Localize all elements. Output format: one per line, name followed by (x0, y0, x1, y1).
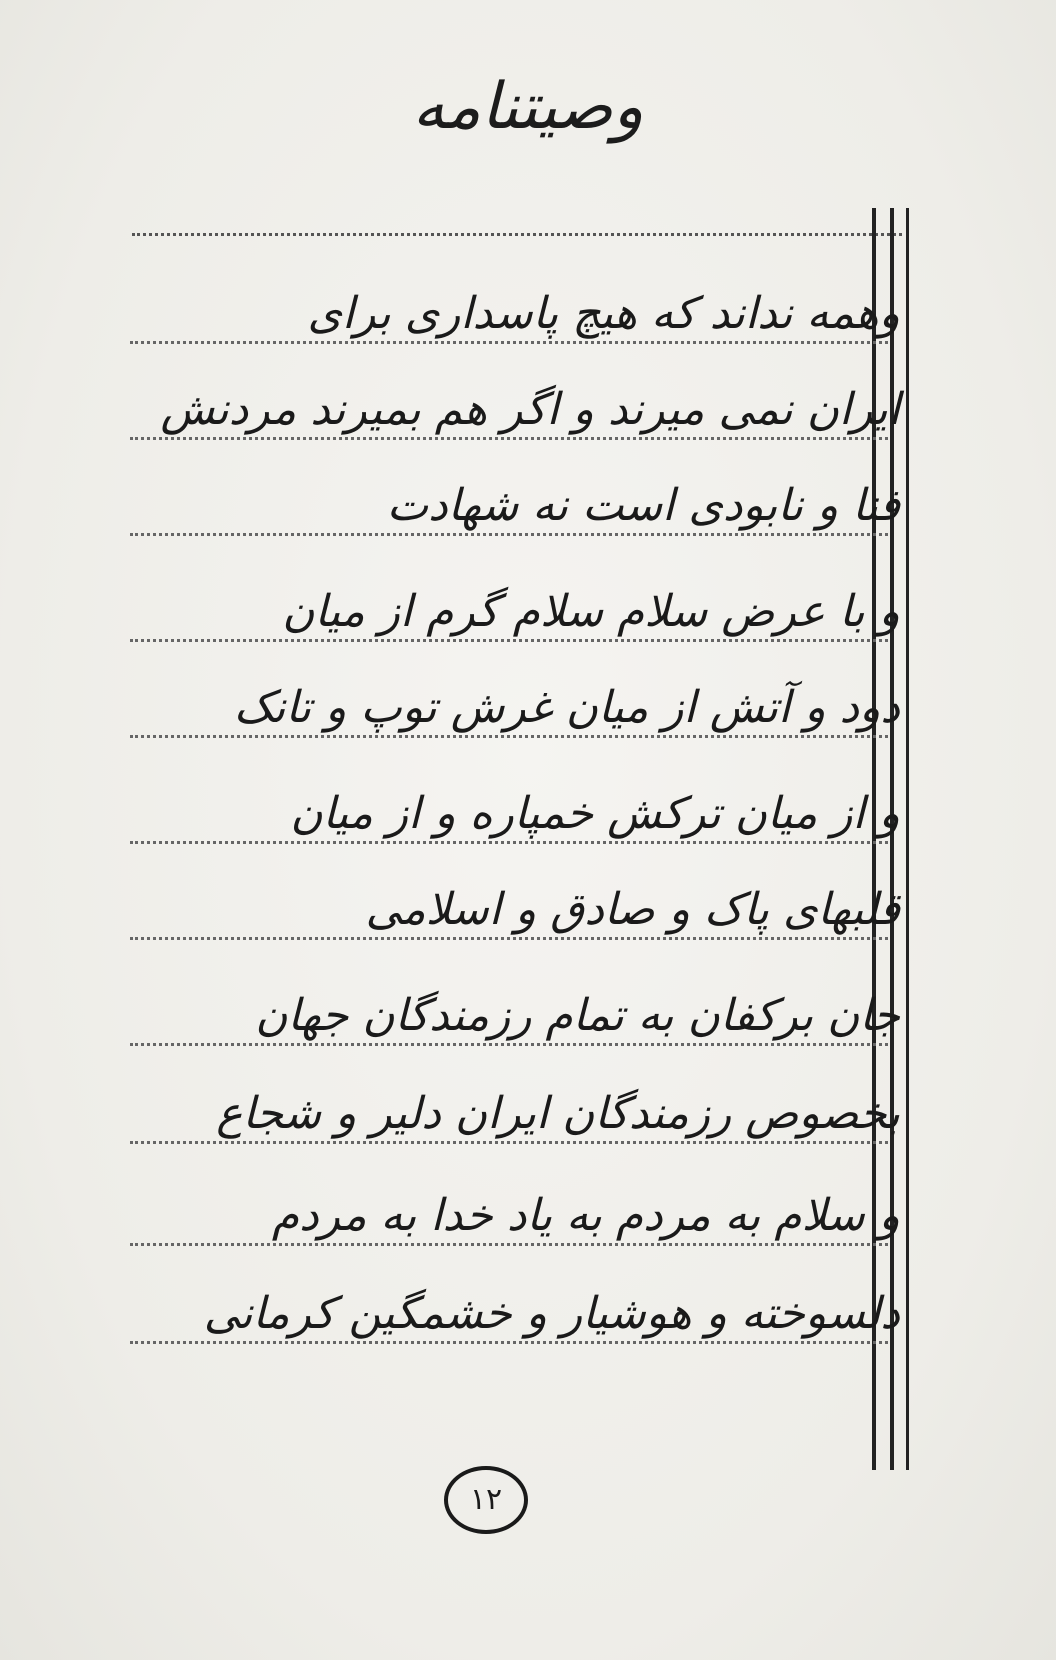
text-line (100, 866, 900, 946)
line-text: دود و آتش از میان غرش توپ و تانک (233, 682, 900, 733)
page-number: ۱۲ (444, 1466, 528, 1534)
text-line (100, 568, 900, 648)
text-line (100, 1172, 900, 1252)
text-line (100, 1270, 900, 1350)
line-text: و با عرض سلام سلام گرم از میان (282, 586, 900, 637)
line-text: دلسوخته و هوشیار و خشمگین کرمانی (203, 1288, 900, 1339)
text-line (100, 270, 900, 350)
line-text: قلبهای پاک و صادق و اسلامی (365, 884, 900, 935)
text-line (100, 1070, 900, 1150)
text-line (100, 462, 900, 542)
line-text: فنا و نابودی است نه شهادت (386, 480, 900, 531)
text-line (100, 366, 900, 446)
line-text: و سلام به مردم به یاد خدا به مردم (271, 1190, 900, 1241)
line-text: جان برکفان به تمام رزمندگان جهان (255, 990, 900, 1041)
text-line (100, 664, 900, 744)
line-text: وهمه نداند که هیچ پاسداری برای (307, 288, 900, 339)
line-text: و از میان ترکش خمپاره و از میان (290, 788, 900, 839)
page-title: وصیتنامه (412, 70, 644, 144)
text-line (100, 972, 900, 1052)
line-text: ایران نمی میرند و اگر هم بمیرند مردنش (160, 384, 900, 435)
text-line (100, 770, 900, 850)
line-text: بخصوص رزمندگان ایران دلیر و شجاع (216, 1088, 900, 1139)
